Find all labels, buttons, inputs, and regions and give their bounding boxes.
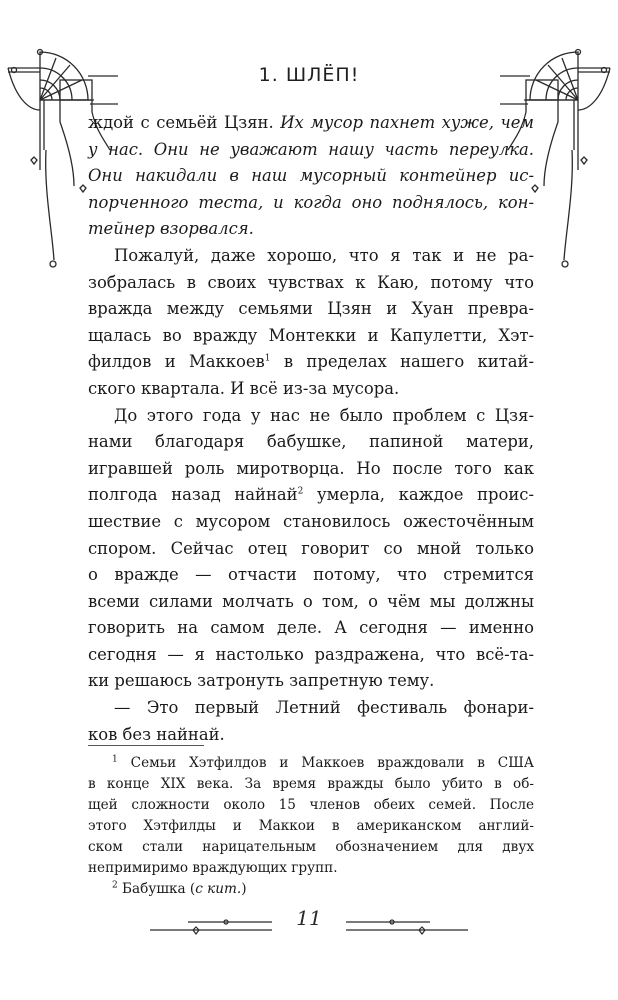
paragraph-2 xyxy=(88,243,534,403)
text-line: ков без найнай. xyxy=(88,724,225,744)
text-line: ки решаюсь затронуть запретную тему. xyxy=(88,671,435,691)
footnote-line: $^1$ Семьи Хэтфилдов и Маккоев враждовали в США xyxy=(112,754,534,771)
text-line: у нас. Они не уважают нашу часть переулка. xyxy=(88,139,534,159)
text-line: шествие с мусором становилось ожесточённым xyxy=(88,511,534,531)
paragraph-3 xyxy=(88,403,534,696)
footnotes xyxy=(88,753,534,900)
text-line: щалась во вражду Монтекки и Капулетти, Хэт- xyxy=(88,325,534,345)
text-line: До этого года у нас не было проблем с Цзя- xyxy=(114,405,534,425)
text-line: полгода назад найнай$^2$ умерла, каждое проис- xyxy=(88,485,535,505)
text-line: вражда между семьями Цзян и Хуан превра- xyxy=(88,299,534,319)
chapter-title: 1. ШЛЁП! xyxy=(258,64,360,86)
text-line: ждой с семьёй Цзян. Их мусор пахнет хуже, чем xyxy=(88,113,534,132)
text-line: всеми силами молчать о том, о чём мы должны xyxy=(88,591,534,611)
footnote-ref-1[interactable]: 1 xyxy=(264,353,271,364)
footnote-ref-2[interactable]: 2 xyxy=(297,486,304,497)
text-line: о вражде — отчасти потому, что стремится xyxy=(88,565,534,585)
footnote-line: непримиримо враждующих групп. xyxy=(88,860,338,876)
text-line: тейнер взорвался. xyxy=(88,219,254,239)
paragraph-1 xyxy=(88,110,534,243)
body-text xyxy=(88,110,534,748)
page-number: 11 xyxy=(296,906,322,930)
text-line: спором. Сейчас отец говорит со мной только xyxy=(88,538,534,558)
text-line: говорить на самом деле. А сегодня — именно xyxy=(88,618,534,638)
text-line: порченного теста, и когда оно поднялось, кон- xyxy=(88,192,534,212)
footnote-1 xyxy=(88,753,534,879)
footnote-2 xyxy=(88,879,534,900)
footnote-divider xyxy=(88,745,204,746)
text-line: филдов и Маккоев$^1$ в пределах нашего китай- xyxy=(88,352,534,372)
paragraph-4 xyxy=(88,695,534,748)
text-line: — Это первый Летний фестиваль фонари- xyxy=(114,698,534,718)
footnote-line: щей сложности около 15 членов обеих семей. После xyxy=(88,797,534,813)
text-line: Они накидали в наш мусорный контейнер ис- xyxy=(88,166,534,186)
footnote-line: этого Хэтфилды и Маккои в американском англий- xyxy=(88,818,534,834)
text-line: ского квартала. И всё из-за мусора. xyxy=(88,378,400,398)
footnote-line: ском стали нарицательным обозначением для двух xyxy=(88,839,534,855)
text-line: нами благодаря бабушке, папиной матери, xyxy=(88,432,534,452)
footnote-line: в конце XIX века. За время вражды было убито в об- xyxy=(88,776,534,792)
text-line: Пожалуй, даже хорошо, что я так и не ра- xyxy=(114,245,534,265)
text-line: игравшей роль миротворца. Но после того как xyxy=(88,458,534,478)
text-line: зобралась в своих чувствах к Каю, потому что xyxy=(88,272,534,292)
footnote-line: $^2$ Бабушка (с кит.) xyxy=(112,880,247,897)
text-line: сегодня — я настолько раздражена, что всё-та- xyxy=(88,644,534,664)
